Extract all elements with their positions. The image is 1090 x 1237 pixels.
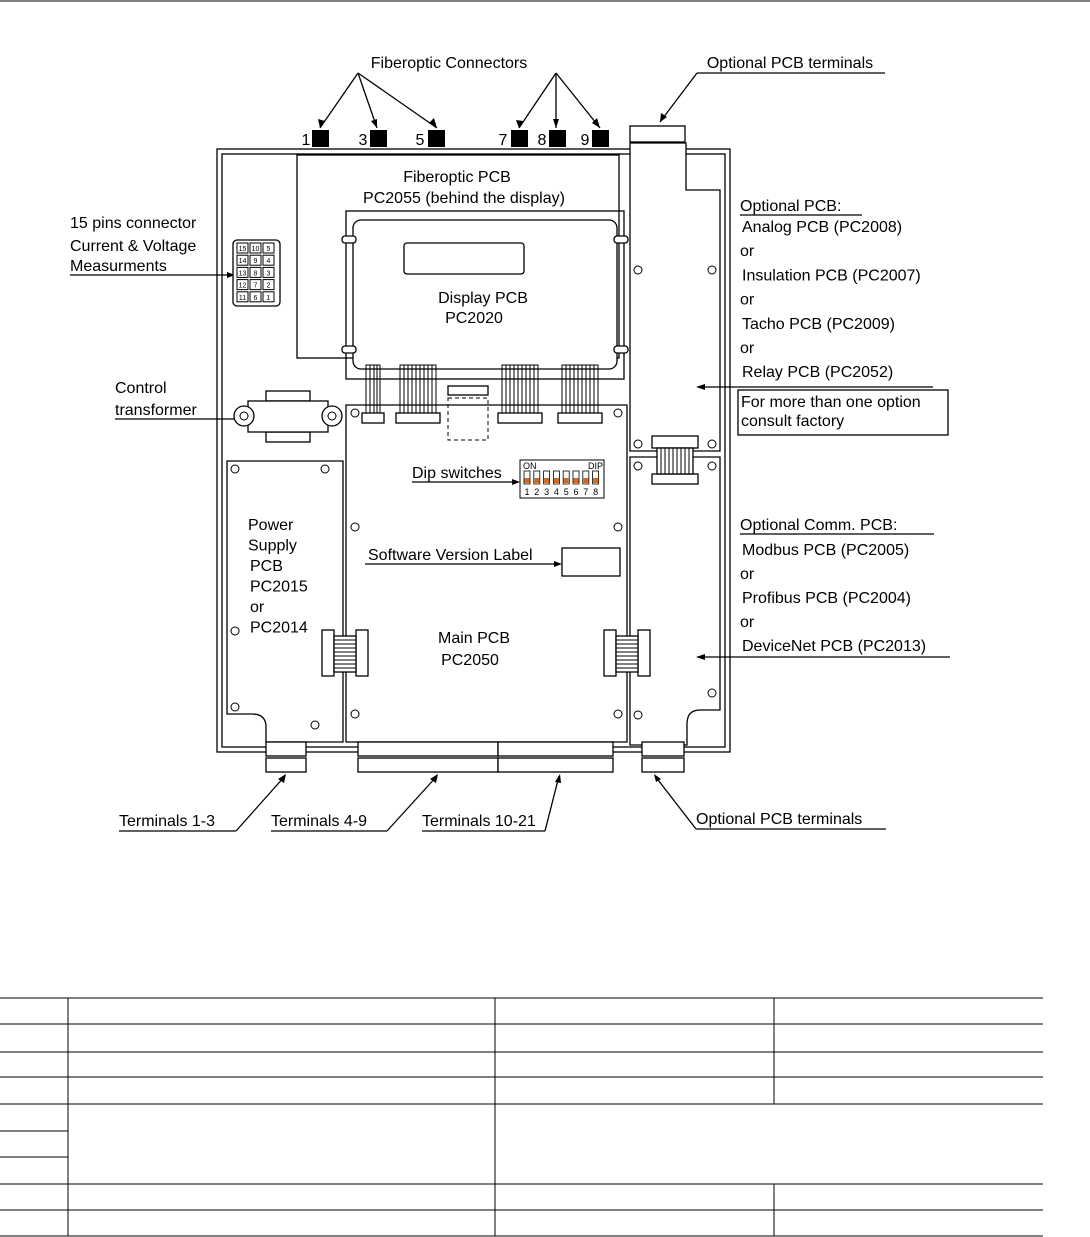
pin-number: 9 (253, 258, 258, 266)
optional-pcb-item: Analog PCB (PC2008) (742, 219, 903, 236)
power-supply-label-line: PC2014 (250, 619, 308, 637)
optional-pcb-item: or (740, 340, 755, 357)
dip-dip-label: DIP (587, 461, 603, 471)
15-pin-connector (233, 240, 280, 306)
pin-number: 14 (238, 258, 247, 266)
dip-switch-knob (554, 478, 559, 483)
optional-pcb-item: or (740, 291, 755, 309)
software-version-sticker (562, 548, 620, 576)
optional-board-ribbon-connector (652, 436, 698, 484)
connector-number: 1 (301, 132, 311, 149)
terminal-block-4-9 (358, 758, 498, 772)
fiberoptic-pcb-label: Fiberoptic PCB (403, 169, 511, 186)
terminal-block-1-3 (266, 758, 306, 772)
pin-number: 4 (266, 258, 271, 266)
terminals-4-9-label: Terminals 4-9 (271, 813, 368, 830)
dip-switch-knob (525, 478, 530, 483)
fiberoptic-connectors-label: Fiberoptic Connectors (370, 55, 528, 72)
pin-number: 11 (238, 294, 247, 302)
pin-number: 7 (253, 282, 258, 290)
optional-pcb-list (740, 219, 921, 381)
dip-number: 7 (583, 487, 589, 497)
connector-number: 7 (498, 132, 508, 149)
optional-pcb-terminal-block-top (630, 126, 685, 142)
dip-number: 5 (563, 487, 569, 497)
pin-number: 3 (266, 270, 271, 278)
optional-comm-item: or (740, 566, 755, 583)
dip-number: 6 (573, 487, 579, 497)
optional-comm-pcb-title: Optional Comm. PCB: (740, 517, 898, 534)
optional-pcb-item: Relay PCB (PC2052) (742, 364, 894, 382)
pin-number: 10 (251, 246, 260, 253)
optional-comm-pcb-board (630, 457, 720, 745)
dip-switch-knob (574, 478, 579, 483)
display-pcb-part-label: PC2020 (445, 310, 503, 327)
pin-number: 2 (266, 282, 271, 290)
power-supply-label-line: PCB (250, 558, 283, 575)
optional-comm-item: or (740, 614, 755, 631)
fiberoptic-connector (511, 130, 528, 147)
terminals-10-21-label: Terminals 10-21 (422, 813, 536, 830)
power-supply-label-line: PC2015 (250, 578, 308, 596)
blank-table (0, 998, 1043, 1236)
main-pcb-part-label: PC2050 (441, 652, 499, 669)
optional-pcb-terminals-bottom-label: Optional PCB terminals (696, 811, 863, 828)
fiberoptic-connector (370, 130, 387, 147)
connector-number: 9 (580, 132, 590, 149)
fiberoptic-connector-row (302, 130, 609, 149)
dip-number: 2 (534, 487, 540, 497)
optional-comm-pcb-list (740, 542, 926, 655)
fiberoptic-connector (312, 130, 329, 147)
power-supply-pcb (227, 461, 343, 742)
fiberoptic-connector (549, 130, 566, 147)
connector-number: 8 (537, 132, 547, 149)
fiberoptic-arrows (318, 73, 600, 128)
control-transformer (234, 391, 342, 442)
pins-connector-label-2: Current & Voltage (70, 238, 197, 255)
optional-pcb-terminals-top-label: Optional PCB terminals (706, 55, 874, 72)
pins-connector-label-3: Measurments (70, 258, 167, 275)
dip-on-label: ON (523, 461, 537, 471)
terminals-1-3-label: Terminals 1-3 (119, 813, 216, 830)
pins-connector-label-1: 15 pins connector (70, 215, 197, 232)
pin-number: 8 (253, 270, 258, 278)
dip-switches-label: Dip switches (412, 465, 502, 482)
fiberoptic-pcb-part-label: PC2055 (behind the display) (363, 190, 565, 207)
pin-number: 5 (266, 246, 271, 253)
software-version-label-text: Software Version Label (368, 547, 533, 564)
leader-line (660, 73, 697, 122)
optional-pcb-board (630, 126, 720, 451)
consult-line-1: For more than one option (741, 394, 921, 411)
fiberoptic-connector (592, 130, 609, 147)
optional-comm-item: DeviceNet PCB (PC2013) (742, 638, 927, 655)
fiberoptic-connector (428, 130, 445, 147)
dip-switch-knob (593, 478, 598, 483)
connector-number: 3 (358, 132, 368, 149)
main-pcb-right-connector (604, 630, 650, 676)
optional-pcb-title: Optional PCB: (740, 198, 842, 215)
main-pcb-label: Main PCB (437, 630, 511, 647)
main-pcb-left-connector (322, 630, 368, 676)
control-transformer-label-2: transformer (115, 402, 197, 419)
dip-number: 3 (544, 487, 550, 497)
optional-comm-item: Modbus PCB (PC2005) (742, 542, 910, 559)
pin-number: 12 (238, 282, 247, 290)
dip-number: 1 (524, 487, 530, 497)
pin-number: 15 (238, 246, 247, 253)
dip-number: 4 (553, 487, 559, 497)
optional-pcb-item: Tacho PCB (PC2009) (742, 315, 895, 333)
dip-switch-knob (534, 478, 539, 483)
dip-switch-knob (583, 478, 588, 483)
dip-switch-knob (564, 478, 569, 483)
display-pcb-label: Display PCB (438, 290, 528, 307)
power-supply-label-line: or (250, 599, 265, 616)
power-supply-label-line: Supply (248, 537, 297, 555)
dip-number: 8 (593, 487, 599, 497)
pin-number: 13 (238, 270, 247, 278)
terminal-block-10-21 (498, 758, 613, 772)
lcd-window (404, 243, 524, 274)
consult-line-2: consult factory (741, 413, 845, 430)
pin-number: 1 (266, 294, 271, 302)
optional-pcb-item: Insulation PCB (PC2007) (742, 267, 921, 285)
dip-switch-knob (544, 478, 549, 483)
control-transformer-label-1: Control (115, 380, 167, 397)
optional-comm-item: Profibus PCB (PC2004) (742, 590, 911, 607)
power-supply-label-line: Power (248, 517, 294, 534)
connector-number: 5 (415, 132, 425, 149)
pin-number: 6 (253, 294, 258, 302)
optional-pcb-item: or (740, 243, 755, 261)
optional-pcb-terminal-block-bottom (642, 758, 684, 772)
